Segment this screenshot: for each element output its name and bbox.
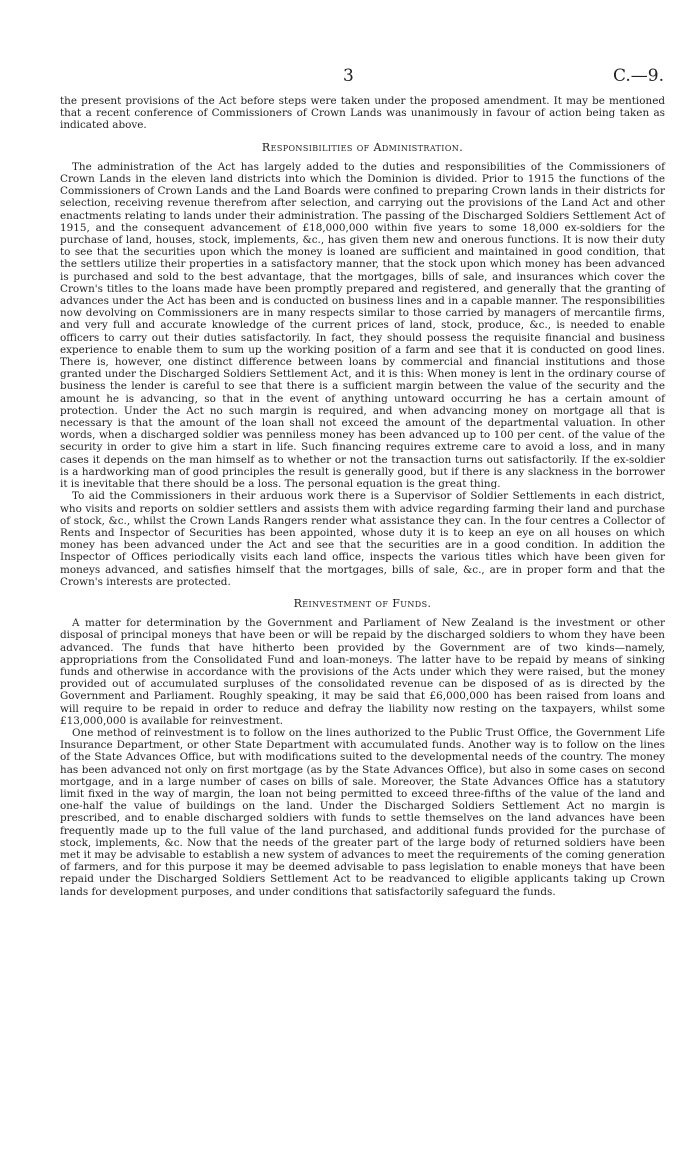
section-heading-reinvestment: Reinvestment of Funds. [293, 596, 432, 610]
page-number: 3 [343, 66, 354, 86]
section-heading-responsibilities: Responsibilities of Administration. [261, 140, 464, 154]
paragraph: To aid the Commissioners in their arduous work there is a Supervisor of Soldier Settlements in each district, who visits and reports on soldier settlers and assists them with advice regarding farming their land and purchase of stock, &c., whilst the Crown Lands Rangers render what assistance they can. In the four centres a Collector of Rents and Inspector of Securities has been appointed, whose duty it is to keep an eye on all houses on which money has been advanced under the Act and see that the securities are in a good condition. In addition the Inspector of Offices periodically visits each land office, inspects the various titles which have been given for moneys advanced, and satisfies himself that the mortgages, bills of sale, &c., are in proper form and that the Crown's interests are protected. [60, 490, 665, 588]
intro-paragraph: the present provisions of the Act before steps were taken under the proposed amendment. It may be mentioned that a recent conference of Commissioners of Crown Lands was unanimously in favour of action being taken as indicated above. [60, 95, 665, 132]
page-header [0, 66, 700, 86]
document-reference: C.—9. [612, 66, 664, 86]
document-body [60, 95, 665, 898]
paragraph: A matter for determination by the Government and Parliament of New Zealand is the investment or other disposal of principal moneys that have been or will be repaid by the discharged soldiers to whom they have been advanced. The funds that have hitherto been provided by the Government are of two kinds—namely, appropriations from the Consolidated Fund and loan-moneys. The latter have to be repaid by means of sinking funds and otherwise in accordance with the provisions of the Acts under which they were raised, but the money provided out of accumulated surpluses of the consolidated revenue can be disposed of as is directed by the Government and Parliament. Roughly speaking, it may be said that £6,000,000 has been raised from loans and will require to be repaid in order to reduce and defray the liability now resting on the taxpayers, whilst some £13,000,000 is available for reinvestment. [60, 617, 665, 727]
paragraph: The administration of the Act has largely added to the duties and responsibilities of the Commissioners of Crown Lands in the eleven land districts into which the Dominion is divided. Prior to 1915 the functions of the Commissioners of Crown Lands and the Land Boards were confined to preparing Crown lands in their districts for selection, receiving revenue therefrom after selection, and carrying out the provisions of the Land Act and other enactments relating to lands under their administration. The passing of the Discharged Soldiers Settlement Act of 1915, and the consequent advancement of £18,000,000 within five years to some 18,000 ex-soldiers for the purchase of land, houses, stock, implements, &c., has given them new and onerous functions. It is now their duty to see that the securities upon which the money is loaned are sufficient and maintained in good condition, that the settlers utilize their properties in a satisfactory manner, that the stock upon which money has been advanced is purchased and sold to the best advantage, that the mortgages, bills of sale, and insurances which cover the Crown's titles to the loans made have been promptly prepared and registered, and generally that the granting of advances under the Act has been and is conducted on business lines and in a capable manner. The responsibilities now devolving on Commissioners are in many respects similar to those carried by managers of mercantile firms, and very full and accurate knowledge of the current prices of land, stock, produce, &c., is needed to enable officers to carry out their duties satisfactorily. In fact, they should possess the requisite financial and business experience to enable them to sum up the working position of a farm and see that it is conducted on good lines. There is, however, one distinct difference between loans by commercial and financial institutions and those granted under the Discharged Soldiers Settlement Act, and it is this: When money is lent in the ordinary course of business the lender is careful to see that there is a sufficient margin between the value of the security and the amount he is advancing, so that in the event of anything untoward occurring he has a certain amount of protection. Under the Act no such margin is required, and when advancing money on mortgage all that is necessary is that the amount of the loan shall not exceed the amount of the departmental valuation. In other words, when a discharged soldier was penniless money has been advanced up to 100 per cent. of the value of the security in order to give him a start in life. Such financing requires extreme care to avoid a loss, and in many cases it depends on the man himself as to whether or not the transaction turns out satisfactorily. If the ex-soldier is a hardworking man of good principles the result is generally good, but if there is any slackness in the borrower it is inevitable that there should be a loss. The personal equation is the great thing. [60, 160, 665, 491]
paragraph: One method of reinvestment is to follow on the lines authorized to the Public Trust Office, the Government Life Insurance Department, or other State Department with accumulated funds. Another way is to follow on the lines of the State Advances Office, but with modifications suited to the developmental needs of the country. The money has been advanced not only on first mortgage (as by the State Advances Office), but also in some cases on second mortgage, and in a large number of cases on bills of sale. Moreover, the State Advances Office has a statutory limit fixed in the way of margin, the loan not being permitted to exceed three-fifths of the value of the land and one-half the value of buildings on the land. Under the Discharged Soldiers Settlement Act no margin is prescribed, and to enable discharged soldiers with funds to settle themselves on the land advances have been frequently made up to the full value of the land purchased, and additional funds provided for the purchase of stock, implements, &c. Now that the needs of the greater part of the large body of returned soldiers have been met it may be advisable to establish a new system of advances to meet the requirements of the coming generation of farmers, and for this purpose it may be deemed advisable to pass legislation to enable moneys that have been repaid under the Discharged Soldiers Settlement Act to be readvanced to eligible applicants taking up Crown lands for development purposes, and under conditions that satisfactorily safeguard the funds. [60, 726, 665, 898]
